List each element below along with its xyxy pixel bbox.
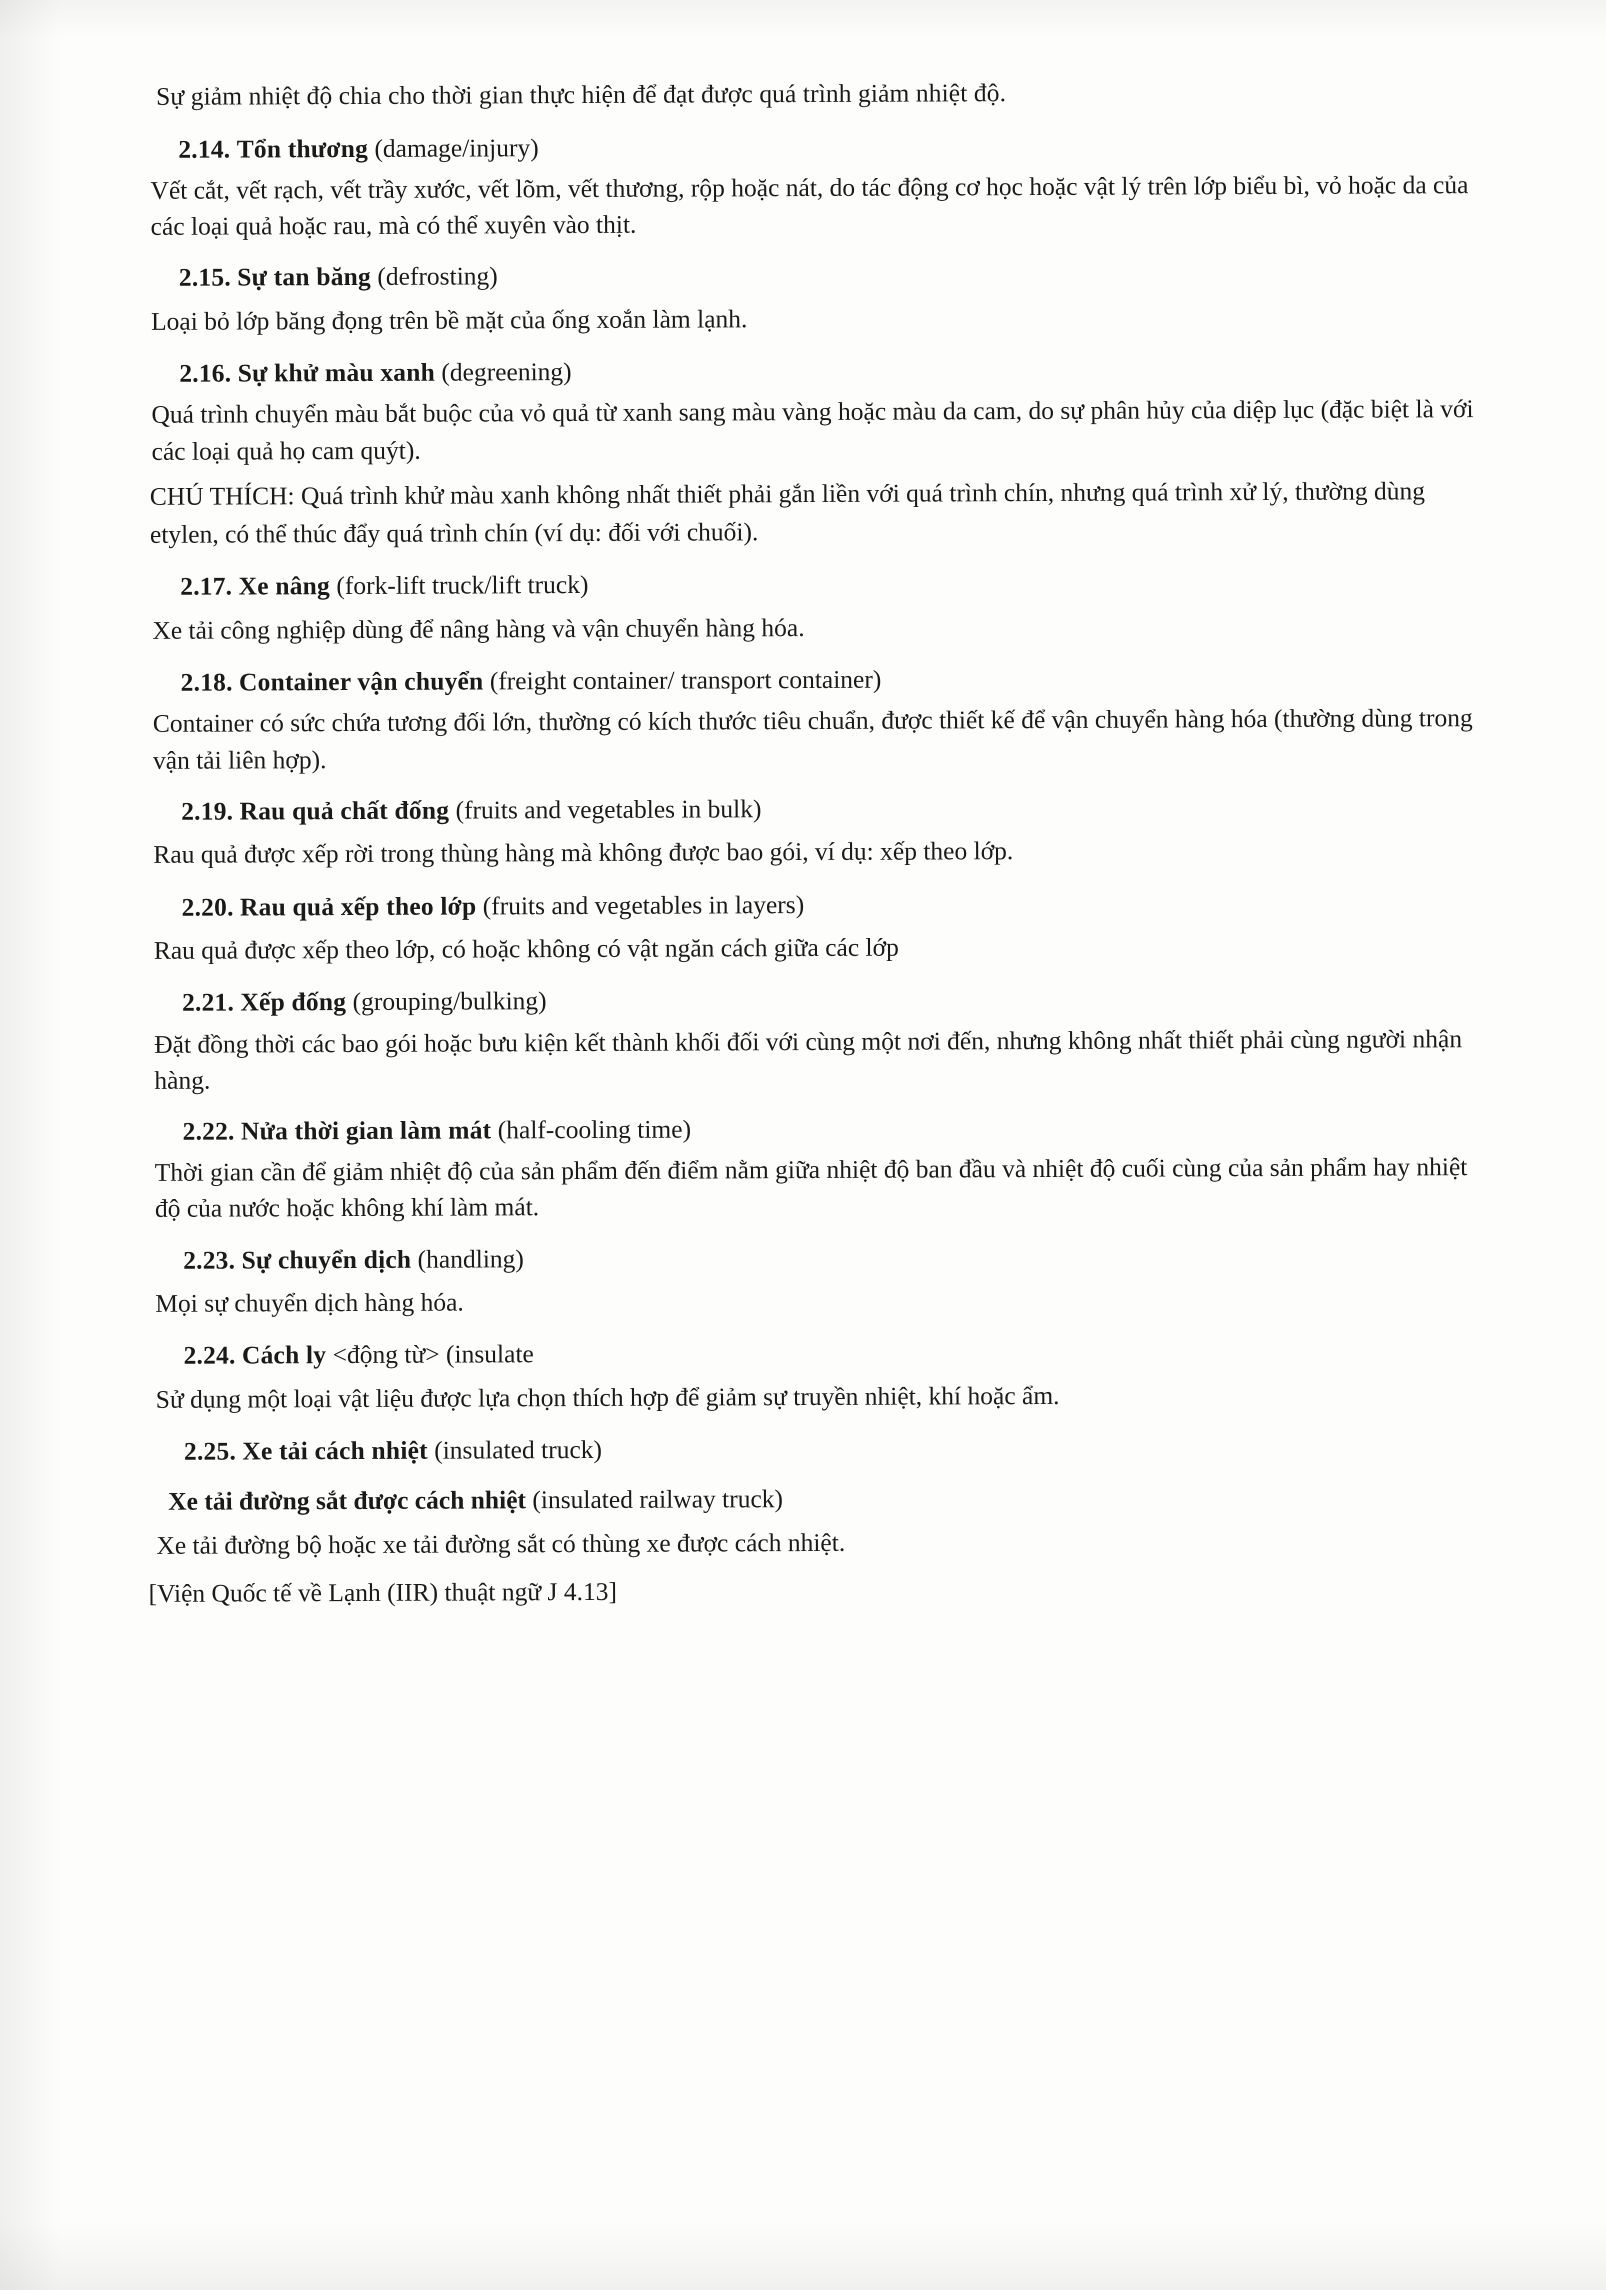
term-body-2-24: Sử dụng một loại vật liệu được lựa chọn thích hợp để giảm sự truyền nhiệt, khí hoặc ẩm. [155,1380,1060,1414]
term-number: 2.14. [178,134,231,164]
term-number: 2.20. [181,892,234,922]
term-number: 2.21. [181,987,235,1018]
page-edge-shadow-left [0,0,60,2290]
term-heading-2-22 [125,1107,1495,1151]
page-edge-shadow-top [0,0,1606,40]
term-title-en: (defrosting) [377,261,498,292]
term-title-vn: Xếp đống [240,987,347,1017]
term-title-en: (fruits and vegetables in layers) [482,889,805,920]
term-body-2-18: Container có sức chứa tương đối lớn, thường có kích thước tiêu chuẩn, được thiết kế để vận chuyển hàng hóa (thường dùng trong vận tải liên hợp). [152,703,1473,775]
term-heading-2-25 [126,1427,1496,1471]
term-heading-2-24 [125,1331,1495,1375]
term-title-en: (insulated truck) [434,1435,603,1465]
term-title-vn: Container vận chuyển [238,666,484,697]
term-body-2-19: Rau quả được xếp rời trong thùng hàng mà không được bao gói, ví dụ: xếp theo lớp. [153,836,1014,869]
term-heading-2-23 [125,1236,1495,1280]
term-body-2-17: Xe tải công nghiệp dùng để nâng hàng và vận chuyển hàng hóa. [152,612,805,645]
source-reference: [Viện Quốc tế về Lạnh (IIR) thuật ngữ J 4.13] [148,1576,617,1609]
term-number: 2.16. [179,358,232,388]
term-number: 2.18. [180,667,233,697]
subterm-heading-2-25 [126,1477,1496,1521]
term-title-en: (grouping/bulking) [352,986,547,1017]
term-number: 2.23. [183,1245,236,1275]
term-heading-2-15 [121,253,1491,297]
term-body-2-22: Thời gian cần để giảm nhiệt độ của sản phẩm đến điểm nằm giữa nhiệt độ ban đầu và nhiệt độ cuối cùng của sản phẩm hay nhiệt độ của nước hoặc không khí làm mát. [154,1152,1468,1224]
term-title-en: (fruits and vegetables in bulk) [455,793,762,825]
term-body-2-23: Mọi sự chuyển dịch hàng hóa. [155,1287,464,1318]
term-title-en: (freight container/ transport container) [489,664,882,696]
term-title-vn: Nửa thời gian làm mát [240,1115,492,1146]
term-title-en: (fork-lift truck/lift truck) [336,570,589,601]
term-title-vn: Cách ly [241,1340,327,1370]
term-number: 2.24. [183,1340,236,1371]
term-body-2-15: Loại bỏ lớp băng đọng trên bề mặt của ống xoắn làm lạnh. [150,303,748,336]
page-edge-shadow-bottom [0,2220,1606,2290]
lead-paragraph: Sự giảm nhiệt độ chia cho thời gian thực hiện để đạt được quá trình giảm nhiệt độ. [156,78,1007,111]
term-body-2-14: Vết cắt, vết rạch, vết trầy xước, vết lõm, vết thương, rộp hoặc nát, do tác động cơ học hoặc vật lý trên lớp biểu bì, vỏ hoặc da của các loại quả hoặc rau, mà có thể xuyên vào thịt. [150,170,1469,242]
term-body-2-20: Rau quả được xếp theo lớp, có hoặc không có vật ngăn cách giữa các lớp [153,932,899,965]
term-number: 2.25. [183,1436,237,1466]
term-title-en: <động từ> (insulate [332,1339,534,1370]
term-number: 2.17. [180,571,233,602]
term-body-2-16: Quá trình chuyển màu bắt buộc của vỏ quả từ xanh sang màu vàng hoặc màu da cam, do sự phân hủy của diệp lục (đặc biệt là với các loại quả họ cam quýt). [151,394,1474,466]
term-title-en: (handling) [417,1243,524,1274]
term-heading-2-21 [124,978,1494,1022]
term-heading-2-19 [123,787,1493,831]
term-heading-2-17 [122,562,1492,606]
term-title-en: (damage/injury) [374,132,539,163]
term-title-en: (half-cooling time) [497,1114,692,1145]
subterm-title-vn: Xe tải đường sắt được cách nhiệt [168,1485,527,1517]
term-title-vn: Rau quả chất đống [239,795,450,826]
term-title-vn: Sự tan băng [237,262,372,292]
term-title-vn: Rau quả xếp theo lớp [239,890,477,921]
term-heading-2-16 [121,349,1491,393]
term-heading-2-20 [124,883,1494,927]
term-body-2-21: Đặt đồng thời các bao gói hoặc bưu kiện kết thành khối đối với cùng một nơi đến, nhưng không nhất thiết phải cùng người nhận hàng. [154,1023,1463,1095]
term-heading-2-14 [120,125,1490,169]
term-number: 2.19. [181,796,234,826]
term-number: 2.15. [178,262,231,293]
subterm-title-en: (insulated railway truck) [532,1484,784,1515]
document-body [120,72,1497,1613]
term-body-2-25: Xe tải đường bộ hoặc xe tải đường sắt có thùng xe được cách nhiệt. [156,1527,846,1560]
term-note-2-16: CHÚ THÍCH: Quá trình khử màu xanh không nhất thiết phải gắn liền với quá trình chín, nhưng quá trình xử lý, thường dùng etylen, có thể thúc đẩy quá trình chín (ví dụ: đối với chuối). [149,476,1426,549]
term-title-vn: Xe nâng [238,571,331,601]
term-title-vn: Sự khử màu xanh [237,357,436,388]
term-title-vn: Sự chuyển dịch [241,1244,412,1275]
term-title-vn: Xe tải cách nhiệt [242,1435,428,1466]
term-title-en: (degreening) [441,357,572,387]
term-heading-2-18 [123,658,1493,702]
term-number: 2.22. [182,1116,235,1146]
term-title-vn: Tổn thương [236,133,369,164]
